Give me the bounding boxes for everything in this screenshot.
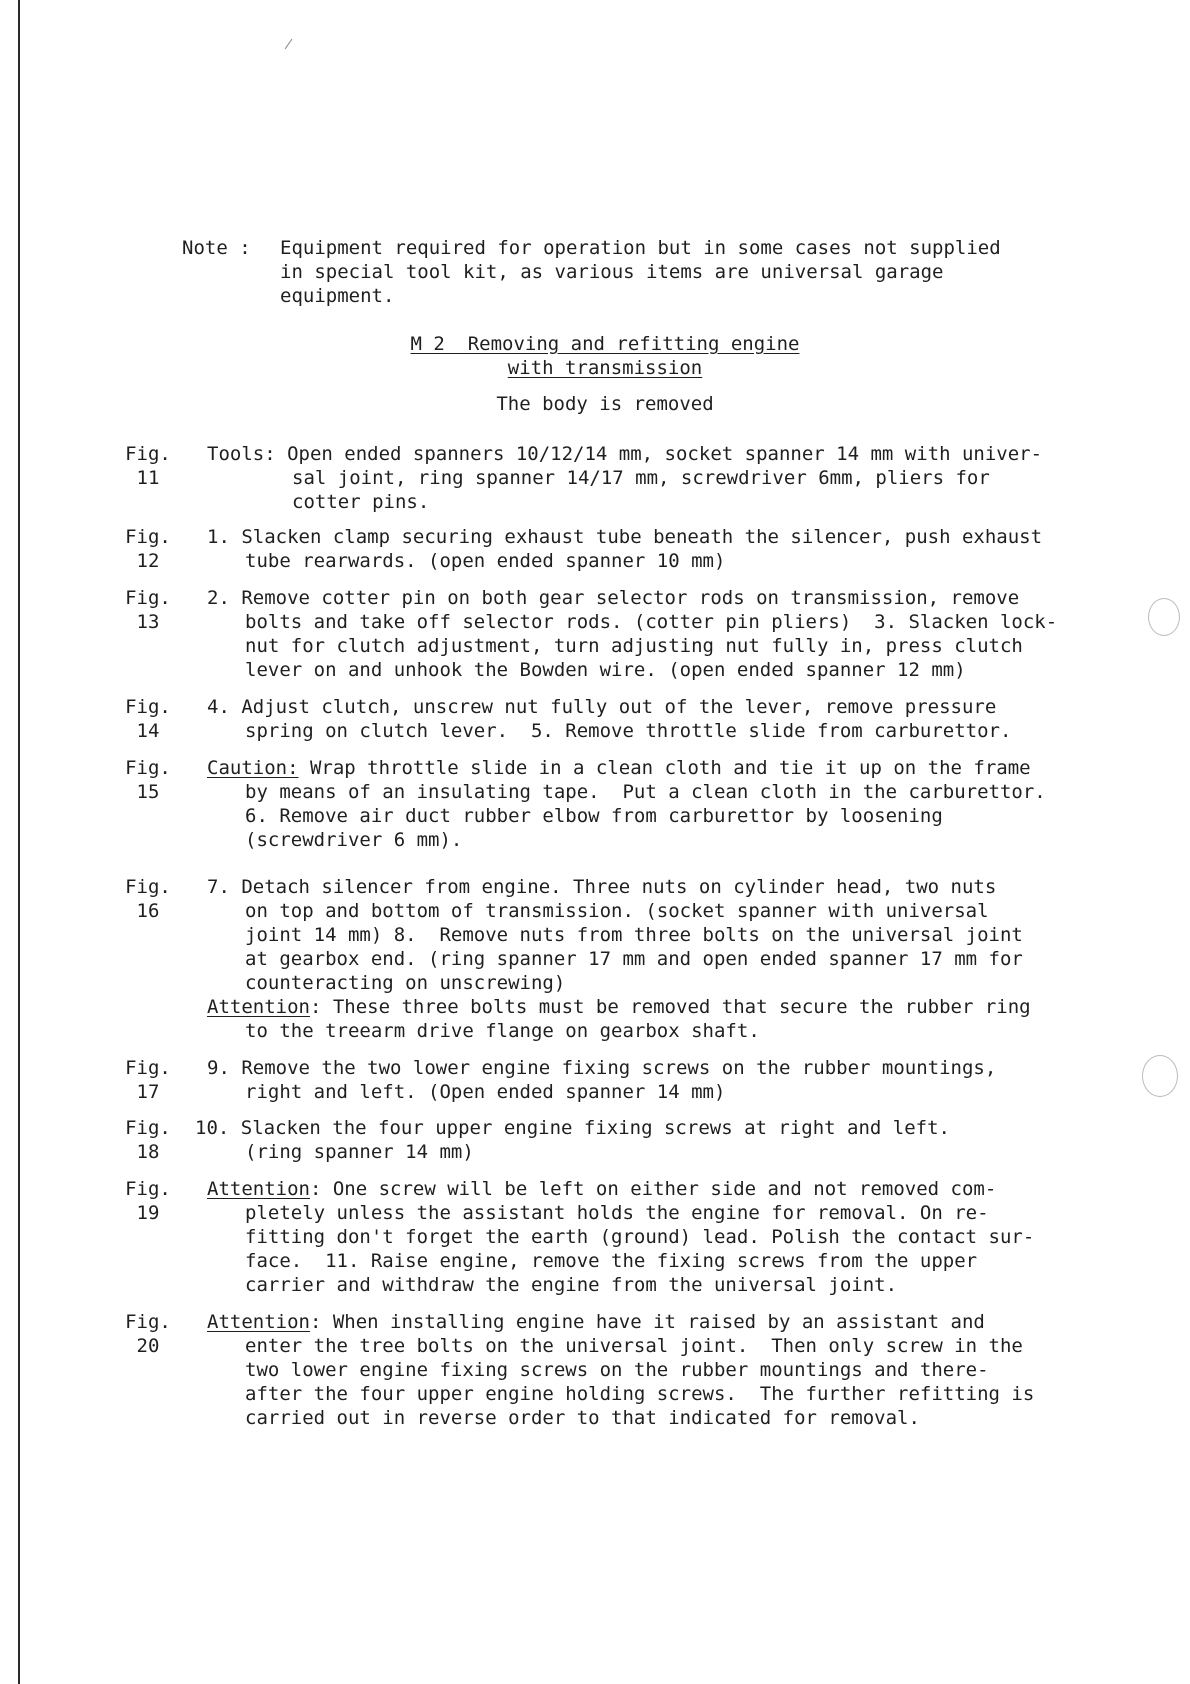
step-7-line-4: at gearbox end. (ring spanner 17 mm and open ended spanner 17 mm for (245, 948, 1023, 970)
note-line-2: in special tool kit, as various items are universal garage (280, 261, 944, 283)
attention-3-line-4: after the four upper engine holding screws. The further refitting is (245, 1383, 1035, 1405)
step-1-line-1: 1. Slacken clamp securing exhaust tube beneath the silencer, push exhaust (207, 526, 1043, 548)
caution-label: Caution: (207, 757, 299, 779)
step-2-line-2: bolts and take off selector rods. (cotter pin pliers) 3. Slacken lock- (245, 611, 1058, 633)
step-2-line-4: lever on and unhook the Bowden wire. (open ended spanner 12 mm) (245, 659, 966, 681)
step-4-line-2: spring on clutch lever. 5. Remove throttle slide from carburettor. (245, 720, 1012, 742)
step-2-line-1: 2. Remove cotter pin on both gear selector rods on transmission, remove (207, 587, 1020, 609)
tools-line-1: Tools: Open ended spanners 10/12/14 mm, socket spanner 14 mm with univer- (207, 443, 1043, 465)
attention-3-line-3: two lower engine fixing screws on the rubber mountings and there- (245, 1359, 989, 1381)
attention-1-line-2: to the treearm drive flange on gearbox shaft. (245, 1020, 760, 1042)
note-line-1: Equipment required for operation but in some cases not supplied (280, 237, 1001, 259)
attention-1-line-1: Attention: These three bolts must be removed that secure the rubber ring (207, 996, 1031, 1018)
fig-label: Fig. 16 (125, 876, 171, 922)
section-subtitle: The body is removed (496, 393, 714, 415)
scan-smudge (1148, 598, 1180, 636)
step-1-line-2: tube rearwards. (open ended spanner 10 mm) (245, 550, 726, 572)
fig-label: Fig. 13 (125, 587, 171, 633)
tools-line-3: cotter pins. (292, 491, 430, 513)
attention-3-line-5: carried out in reverse order to that indicated for removal. (245, 1407, 920, 1429)
binding-edge-line (18, 0, 20, 1684)
caution-line-2: by means of an insulating tape. Put a clean cloth in the carburettor. (245, 781, 1046, 803)
fig-label: Fig. 18 (125, 1117, 171, 1163)
caution-line-3: 6. Remove air duct rubber elbow from carburettor by loosening (245, 805, 943, 827)
step-10-line-1: 10. Slacken the four upper engine fixing screws at right and left. (195, 1117, 950, 1139)
attention-3-line-1: Attention: When installing engine have it raised by an assistant and (207, 1311, 985, 1333)
fig-label: Fig. 11 (125, 443, 171, 489)
fig-label: Fig. 14 (125, 696, 171, 742)
step-7-line-2: on top and bottom of transmission. (socket spanner with universal (245, 900, 989, 922)
pen-mark (285, 39, 293, 49)
note-line-3: equipment. (280, 285, 395, 307)
attention-label: Attention (207, 1178, 310, 1200)
attention-2-line-3: fitting don't forget the earth (ground) lead. Polish the contact sur- (245, 1226, 1035, 1248)
section-heading: M 2 Removing and refitting engine (410, 333, 800, 355)
tools-line-2: sal joint, ring spanner 14/17 mm, screwdriver 6mm, pliers for (292, 467, 990, 489)
step-7-line-1: 7. Detach silencer from engine. Three nuts on cylinder head, two nuts (207, 876, 997, 898)
section-heading-2: with transmission (507, 357, 703, 379)
attention-2-line-2: pletely unless the assistant holds the engine for removal. On re- (245, 1202, 989, 1224)
scan-smudge (1142, 1055, 1178, 1097)
fig-label: Fig. 17 (125, 1057, 171, 1103)
attention-label: Attention (207, 996, 310, 1018)
attention-3-line-2: enter the tree bolts on the universal joint. Then only screw in the (245, 1335, 1023, 1357)
attention-2-line-4: face. 11. Raise engine, remove the fixing screws from the upper (245, 1250, 978, 1272)
step-9-line-1: 9. Remove the two lower engine fixing screws on the rubber mountings, (207, 1057, 997, 1079)
step-7-line-3: joint 14 mm) 8. Remove nuts from three bolts on the universal joint (245, 924, 1023, 946)
attention-2-line-5: carrier and withdraw the engine from the universal joint. (245, 1274, 898, 1296)
step-4-line-1: 4. Adjust clutch, unscrew nut fully out of the lever, remove pressure (207, 696, 997, 718)
step-2-line-3: nut for clutch adjustment, turn adjusting nut fully in, press clutch (245, 635, 1023, 657)
fig-label: Fig. 12 (125, 526, 171, 572)
step-9-line-2: right and left. (Open ended spanner 14 mm) (245, 1081, 726, 1103)
note-label: Note : (182, 237, 251, 259)
fig-label: Fig. 20 (125, 1311, 171, 1357)
attention-label: Attention (207, 1311, 310, 1333)
caution-line-1: Caution: Wrap throttle slide in a clean cloth and tie it up on the frame (207, 757, 1031, 779)
fig-label: Fig. 15 (125, 757, 171, 803)
step-10-line-2: (ring spanner 14 mm) (245, 1141, 474, 1163)
attention-2-line-1: Attention: One screw will be left on either side and not removed com- (207, 1178, 997, 1200)
fig-label: Fig. 19 (125, 1178, 171, 1224)
step-7-line-5: counteracting on unscrewing) (245, 972, 566, 994)
caution-line-4: (screwdriver 6 mm). (245, 829, 463, 851)
